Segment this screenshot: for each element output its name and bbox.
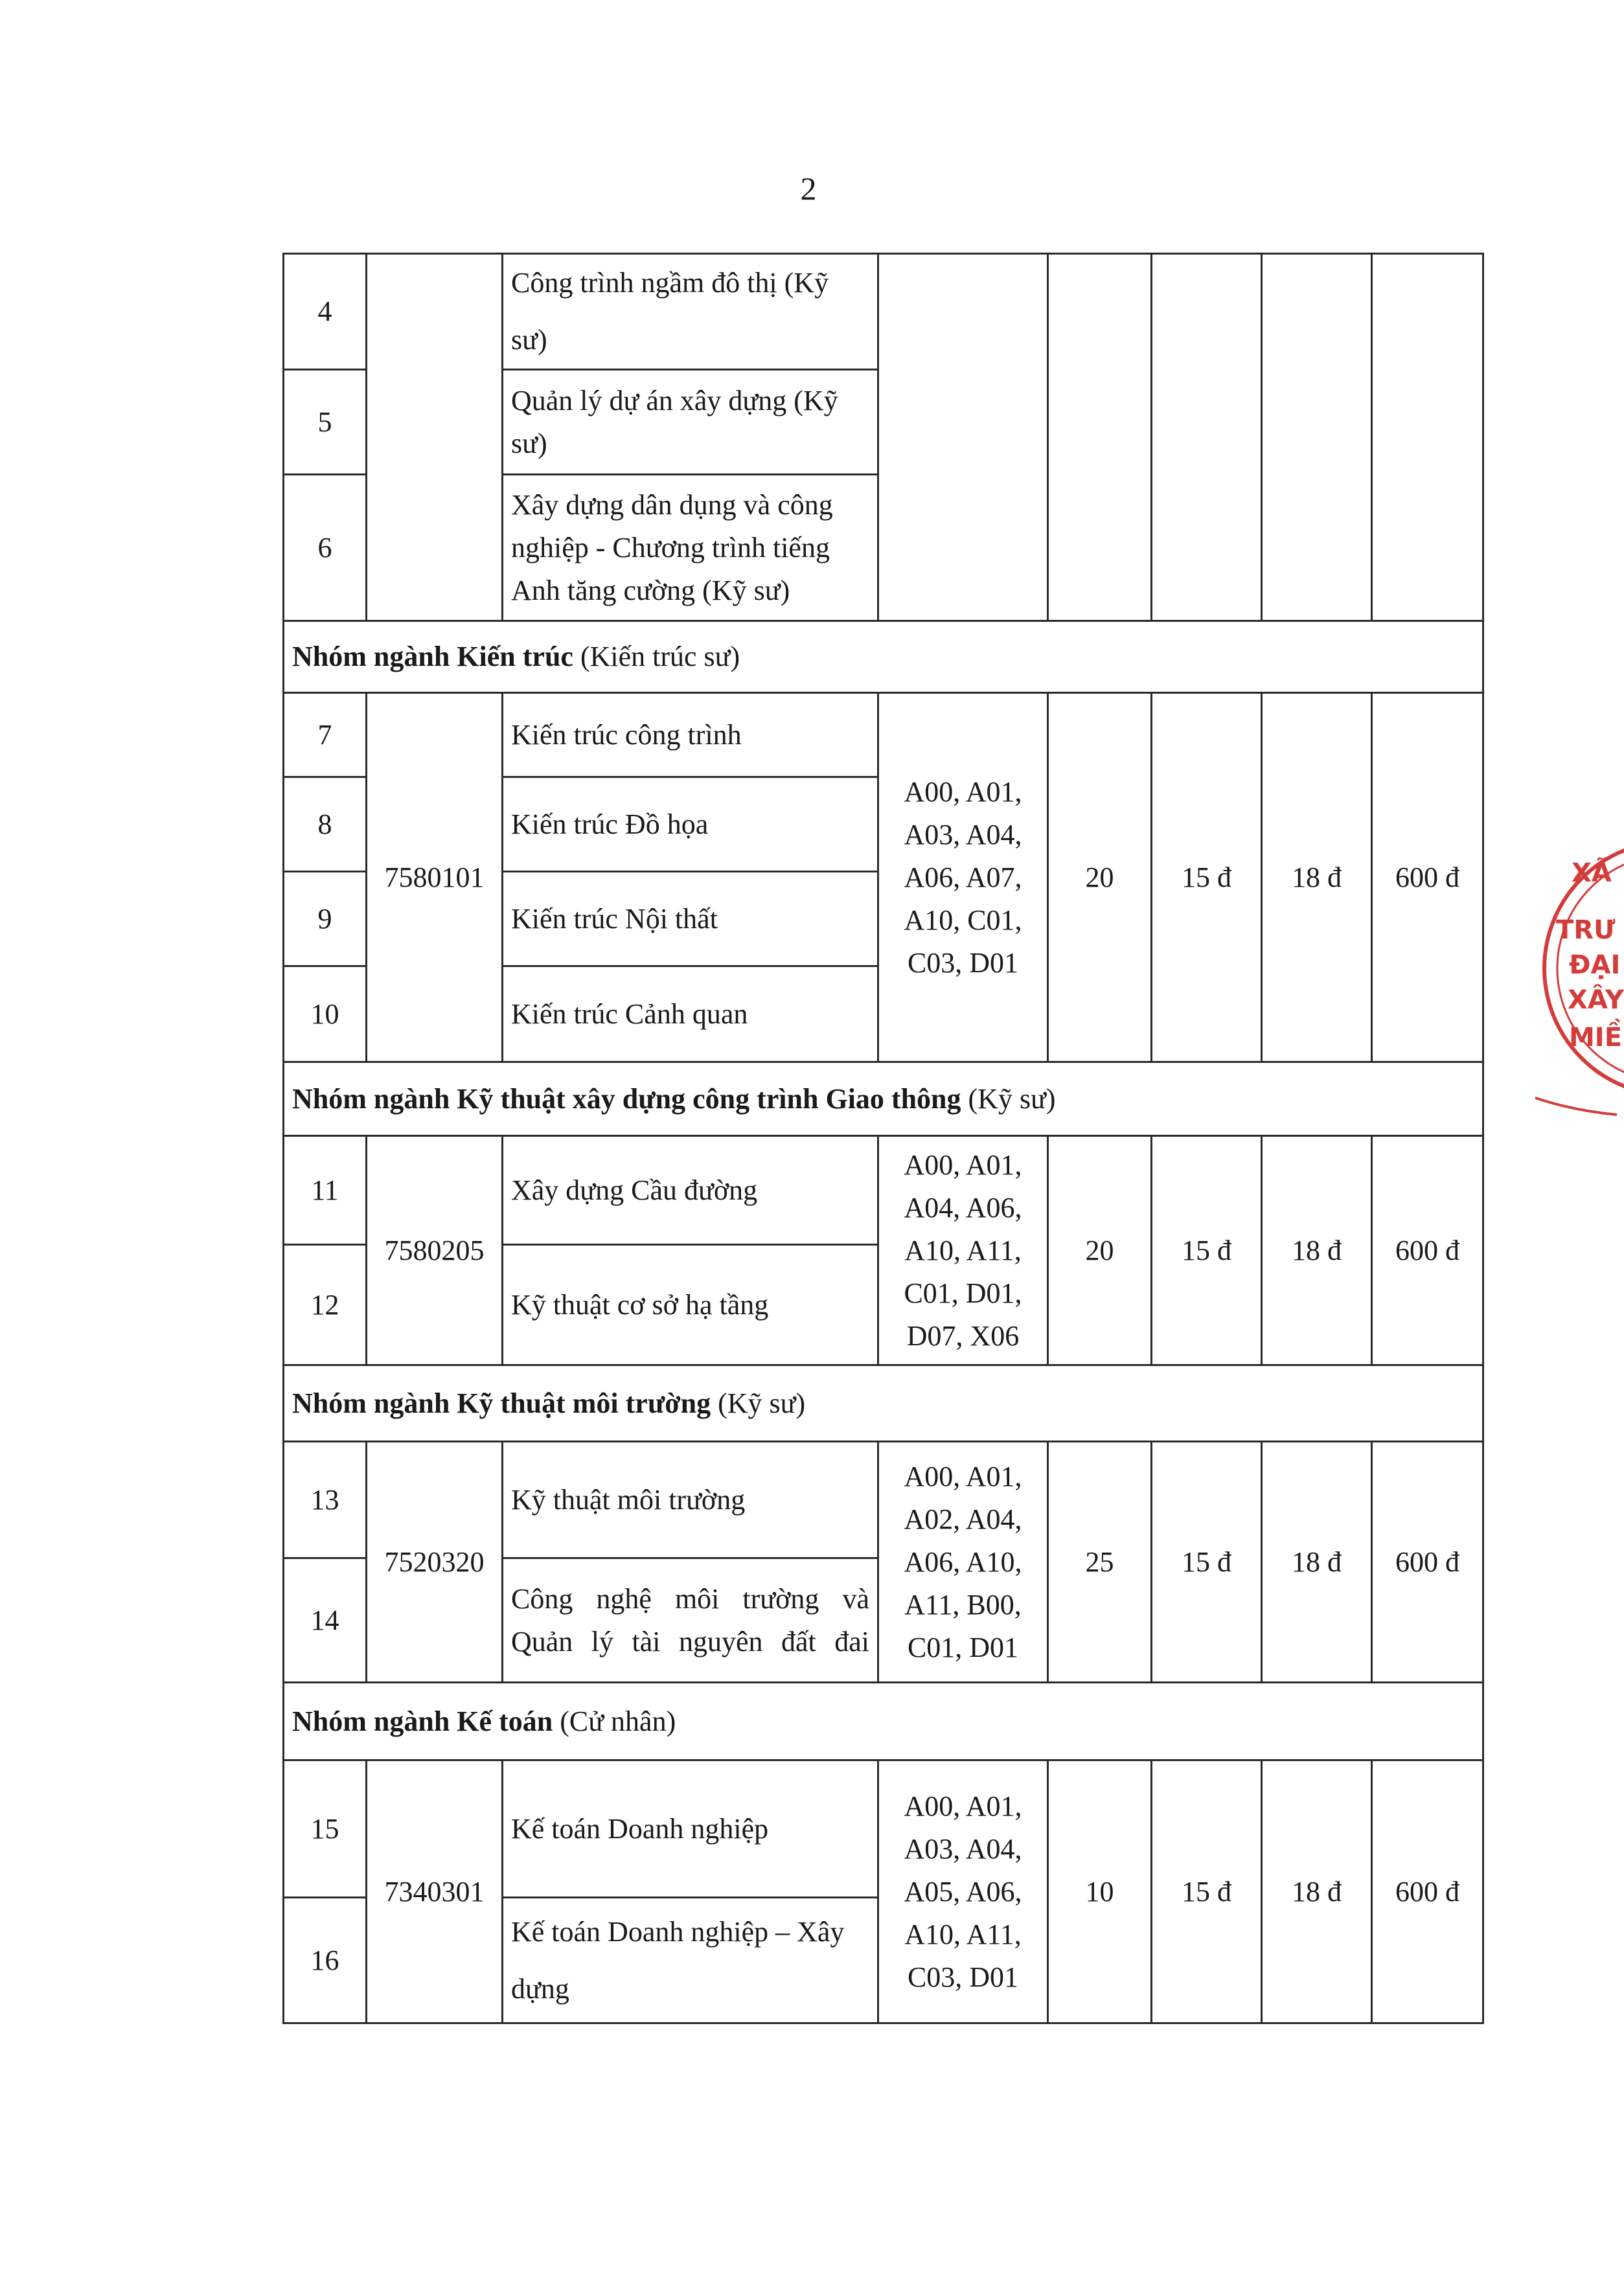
score-high-cell: 18 đ [1262,1136,1372,1365]
program-name-cell: Kế toán Doanh nghiệp – Xây dựng [503,1898,878,2023]
program-name-cell: Công nghệ môi trường và Quản lý tài nguyên đất đai [503,1558,878,1683]
university-seal [1509,839,1624,1124]
subject-combos-cell: A00, A01, A03, A04, A05, A06, A10, A11, C03, D01 [878,1760,1048,2023]
stt-cell: 8 [284,777,367,872]
score-min-cell-empty [1152,254,1262,621]
program-name-cell: Xây dựng Cầu đường [503,1136,878,1245]
program-name-cell: Kỹ thuật môi trường [503,1442,878,1558]
score-high-cell: 18 đ [1262,693,1372,1062]
table-row [284,1136,1483,1245]
admission-table [282,253,1484,2024]
table-row [284,693,1483,777]
score-high-cell: 18 đ [1262,1760,1372,2023]
group-title-rest: (Kiến trúc sư) [573,641,740,672]
group-title-bold: Nhóm ngành Kế toán [292,1705,553,1737]
stt-cell: 11 [284,1136,367,1245]
subject-combos-cell: A00, A01, A02, A04, A06, A10, A11, B00, C01, D01 [878,1442,1048,1683]
group-title-bold: Nhóm ngành Kỹ thuật xây dựng công trình Giao thông [292,1082,961,1115]
group-header-row [284,1062,1483,1136]
quota-cell: 20 [1048,1136,1152,1365]
program-name-cell: Kế toán Doanh nghiệp [503,1760,878,1898]
program-name-cell: Kiến trúc Cảnh quan [503,966,878,1062]
stt-cell: 12 [284,1245,367,1365]
stt-cell: 6 [284,475,367,621]
stt-cell: 16 [284,1898,367,2023]
seal-text-line: MIỀ [1569,1023,1623,1053]
table-row [284,1442,1483,1558]
score-high-cell: 18 đ [1262,1442,1372,1683]
seal-text-line: XÃ [1572,858,1612,888]
table-row [284,1760,1483,1898]
seal-text-line: ĐẠI [1569,950,1621,980]
program-name-cell: Quản lý dự án xây dựng (Kỹ sư) [503,370,878,475]
stt-cell: 9 [284,872,367,966]
program-name-cell: Kiến trúc Đồ họa [503,777,878,872]
stt-cell: 5 [284,370,367,475]
combos-cell-empty [878,254,1048,621]
quota-cell: 25 [1048,1442,1152,1683]
score-high-cell-empty [1262,254,1372,621]
program-name-cell: Xây dựng dân dụng và công nghiệp - Chương trình tiếng Anh tăng cường (Kỹ sư) [503,475,878,621]
subject-combos-cell: A00, A01, A03, A04, A06, A07, A10, C01, C03, D01 [878,693,1048,1062]
group-title [284,621,1483,693]
score-min-cell: 15 đ [1152,693,1262,1062]
code-cell-empty [367,254,503,621]
score-aptitude-cell: 600 đ [1372,693,1483,1062]
stt-cell: 7 [284,693,367,777]
stt-cell: 4 [284,254,367,370]
score-min-cell: 15 đ [1152,1442,1262,1683]
group-header-row [284,1365,1483,1442]
stt-cell: 14 [284,1558,367,1683]
group-title [284,1365,1483,1442]
group-title [284,1683,1483,1760]
stt-cell: 15 [284,1760,367,1898]
score-min-cell: 15 đ [1152,1136,1262,1365]
program-name-cell: Kiến trúc công trình [503,693,878,777]
program-code-cell: 7580205 [367,1136,503,1365]
subject-combos-cell: A00, A01, A04, A06, A10, A11, C01, D01, D07, X06 [878,1136,1048,1365]
group-header-row [284,621,1483,693]
group-title-rest: (Kỹ sư) [711,1387,806,1419]
group-title-rest: (Cử nhân) [553,1705,676,1737]
group-title [284,1062,1483,1136]
group-title-rest: (Kỹ sư) [961,1082,1056,1115]
quota-cell-empty [1048,254,1152,621]
program-name-cell: Công trình ngầm đô thị (Kỹ sư) [503,254,878,370]
group-title-bold: Nhóm ngành Kỹ thuật môi trường [292,1387,711,1419]
group-title-bold: Nhóm ngành Kiến trúc [292,641,573,672]
program-code-cell: 7340301 [367,1760,503,2023]
score-aptitude-cell: 600 đ [1372,1760,1483,2023]
seal-text-line: TRƯ [1556,915,1616,945]
program-code-cell: 7520320 [367,1442,503,1683]
page-number: 2 [800,170,817,207]
seal-text-line: XÂY [1568,985,1624,1015]
program-code-cell: 7580101 [367,693,503,1062]
table-row [284,254,1483,370]
quota-cell: 20 [1048,693,1152,1062]
score-min-cell: 15 đ [1152,1760,1262,2023]
program-name-cell: Kiến trúc Nội thất [503,872,878,966]
program-name-cell: Kỹ thuật cơ sở hạ tầng [503,1245,878,1365]
score-aptitude-cell: 600 đ [1372,1442,1483,1683]
score-aptitude-cell: 600 đ [1372,1136,1483,1365]
stt-cell: 10 [284,966,367,1062]
group-header-row [284,1683,1483,1760]
score-aptitude-cell-empty [1372,254,1483,621]
quota-cell: 10 [1048,1760,1152,2023]
stt-cell: 13 [284,1442,367,1558]
